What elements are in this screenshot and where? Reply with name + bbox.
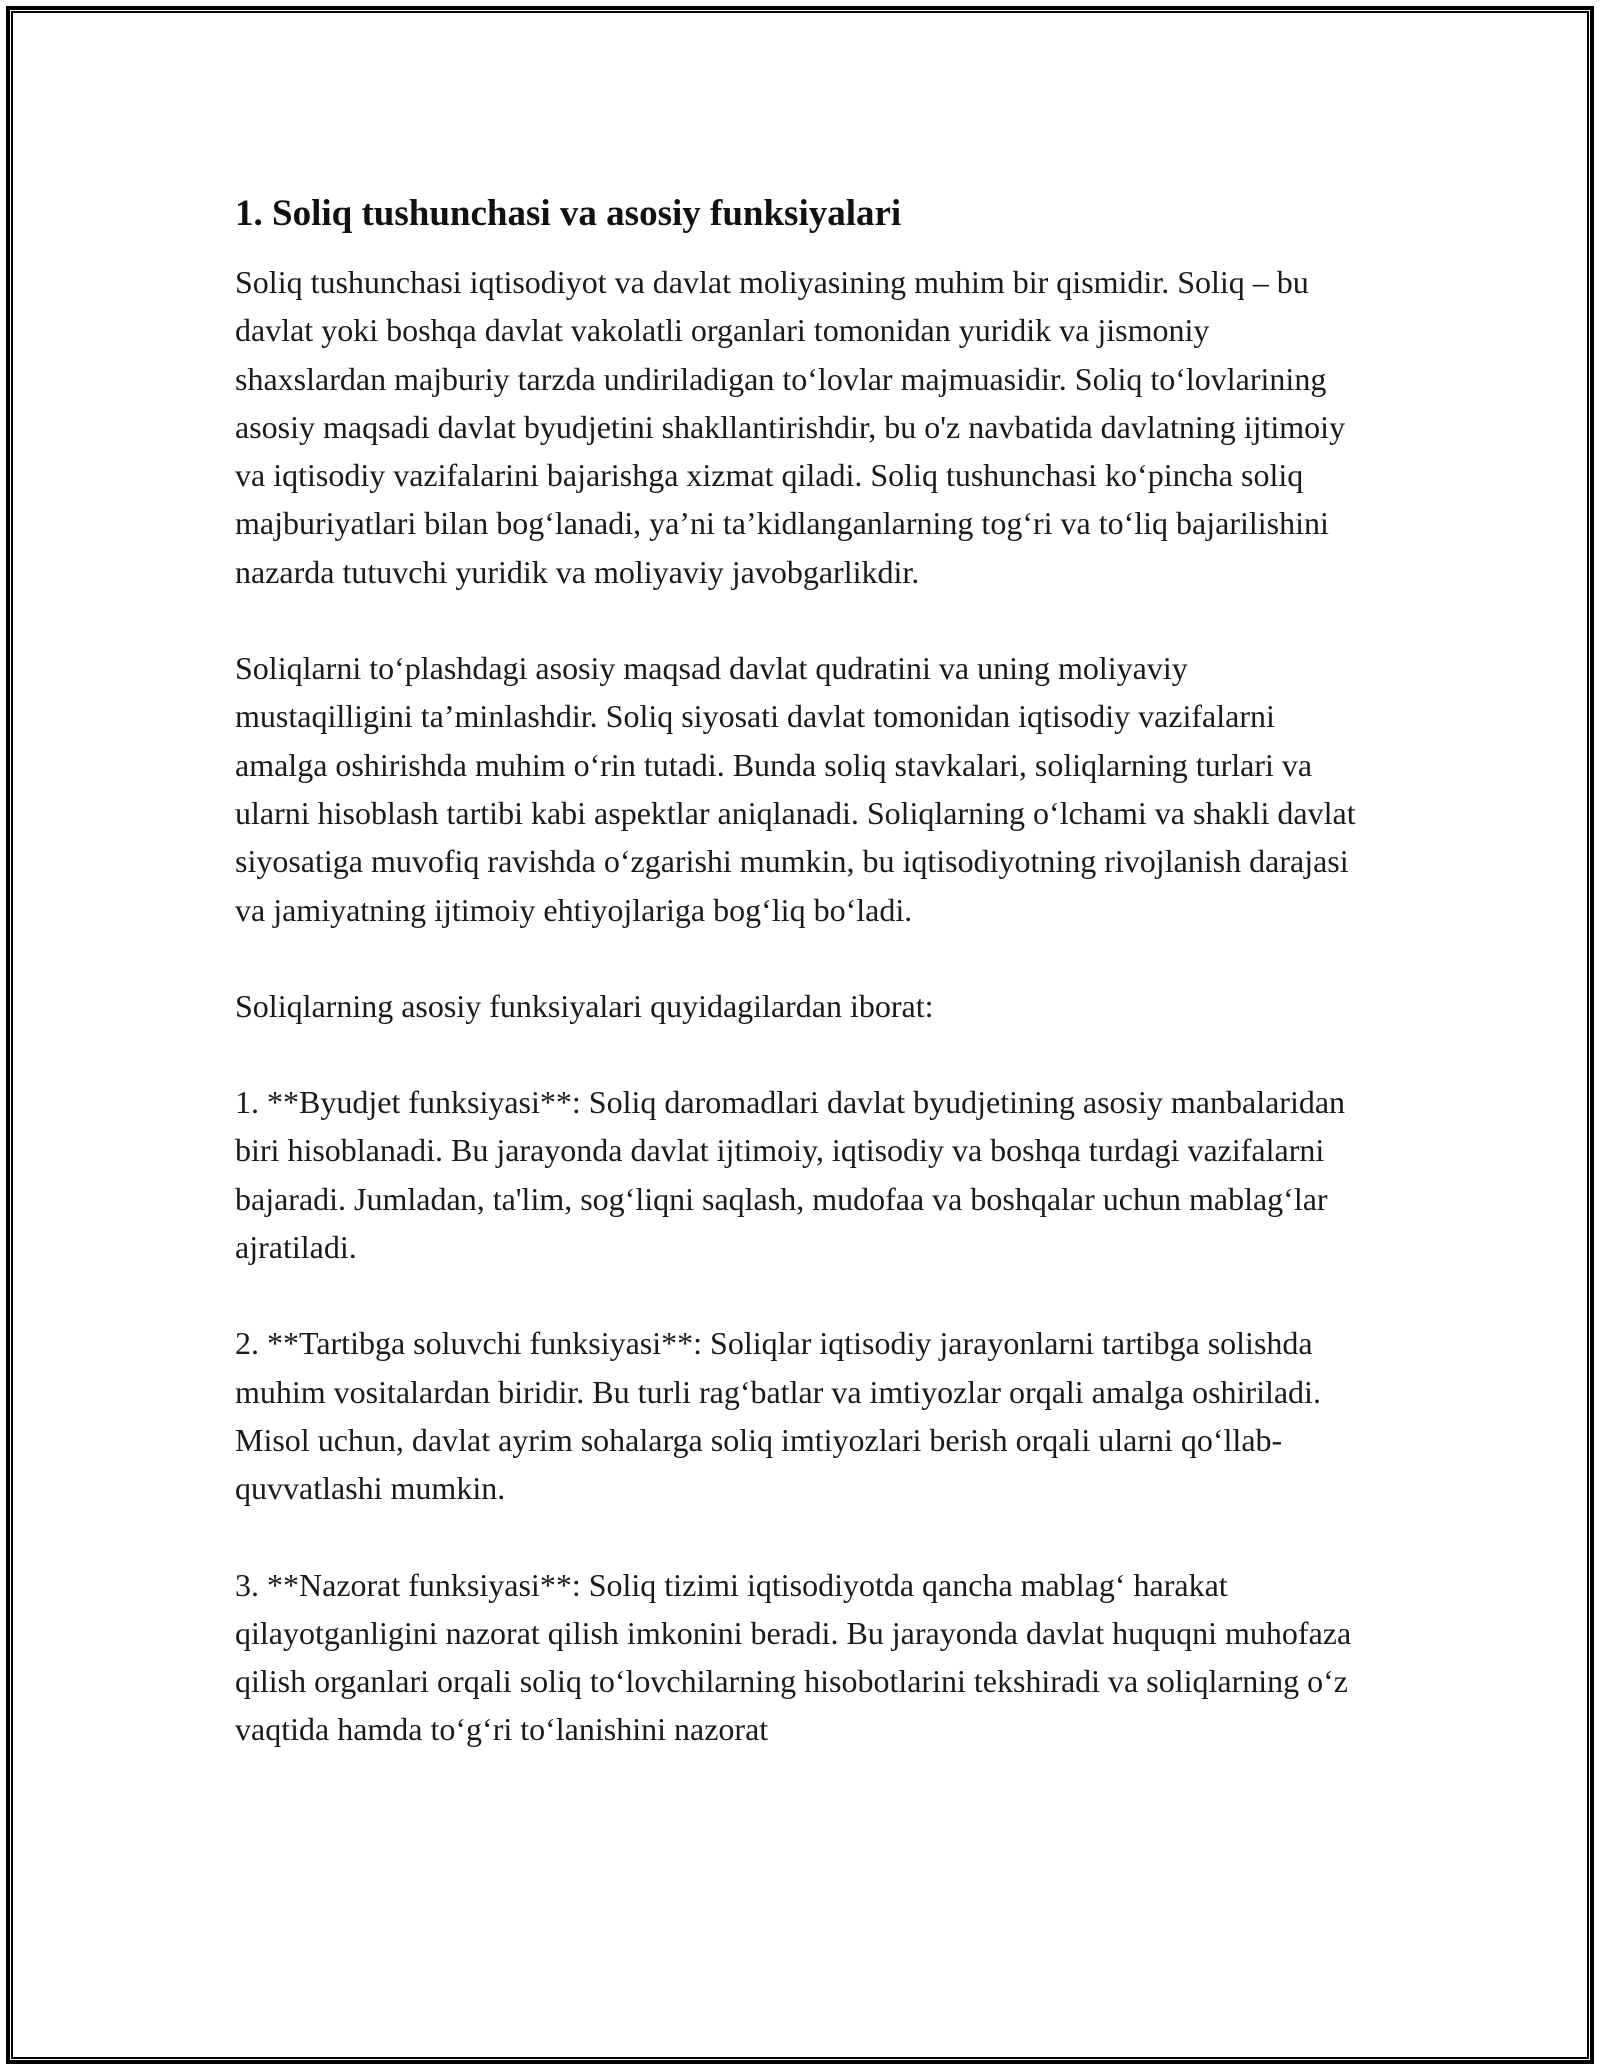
list-item-budget-function: 1. **Byudjet funksiyasi**: Soliq daromadlari davlat byudjetining asosiy manbalaridan biri hisoblanadi. Bu jarayonda davlat ijtimoiy, iqtisodiy va boshqa turdagi vazifalarni bajaradi. Jumladan, ta'lim, sog‘liqni saqlash, mudofaa va boshqalar uchun mablag‘lar ajratiladi. [235,1084,1346,1266]
section-heading: 1. Soliq tushunchasi va asosiy funksiyalari [235,193,902,234]
list-item-control-function: 3. **Nazorat funksiyasi**: Soliq tizimi iqtisodiyotda qancha mablag‘ harakat qilayotganligini nazorat qilish imkonini beradi. Bu jarayonda davlat huquqni muhofaza qilish organlari orqali soliq to‘lovchilarning hisobotlarini tekshiradi va soliqlarning o‘z vaqtida hamda to‘g‘ri to‘lanishini nazorat [235,1566,1352,1748]
document-body [235,186,1365,1754]
paragraph-definition: Soliq tushunchasi iqtisodiyot va davlat moliyasining muhim bir qismidir. Soliq – bu davlat yoki boshqa davlat vakolatli organlari tomonidan yuridik va jismoniy shaxslardan majburiy tarzda undiriladigan to‘lovlar majmuasidir. Soliq to‘lovlarining asosiy maqsadi davlat byudjetini shakllantirishdir, bu o'z navbatida davlatning ijtimoiy va iqtisodiy vazifalarini bajarishga xizmat qiladi. Soliq tushunchasi ko‘pincha soliq majburiyatlari bilan bog‘lanadi, ya’ni ta’kidlanganlarning tog‘ri va to‘liq bajarilishini nazarda tutuvchi yuridik va moliyaviy javobgarlikdir. [235,264,1346,590]
paragraph-functions-intro: Soliqlarning asosiy funksiyalari quyidagilardan iborat: [235,987,934,1024]
list-item-regulatory-function: 2. **Tartibga soluvchi funksiyasi**: Soliqlar iqtisodiy jarayonlarni tartibga solishda muhim vositalardan biridir. Bu turli rag‘batlar va imtiyozlar orqali amalga oshiriladi. Misol uchun, davlat ayrim sohalarga soliq imtiyozlari berish orqali ularni qo‘llab-quvvatlashi mumkin. [235,1325,1321,1507]
paragraph-purpose: Soliqlarni to‘plashdagi asosiy maqsad davlat qudratini va uning moliyaviy mustaqilligini ta’minlashdir. Soliq siyosati davlat tomonidan iqtisodiy vazifalarni amalga oshirishda muhim o‘rin tutadi. Bunda soliq stavkalari, soliqlarning turlari va ularni hisoblash tartibi kabi aspektlar aniqlanadi. Soliqlarning o‘lchami va shakli davlat siyosatiga muvofiq ravishda o‘zgarishi mumkin, bu iqtisodiyotning rivojlanish darajasi va jamiyatning ijtimoiy ehtiyojlariga bog‘liq bo‘ladi. [235,650,1356,928]
